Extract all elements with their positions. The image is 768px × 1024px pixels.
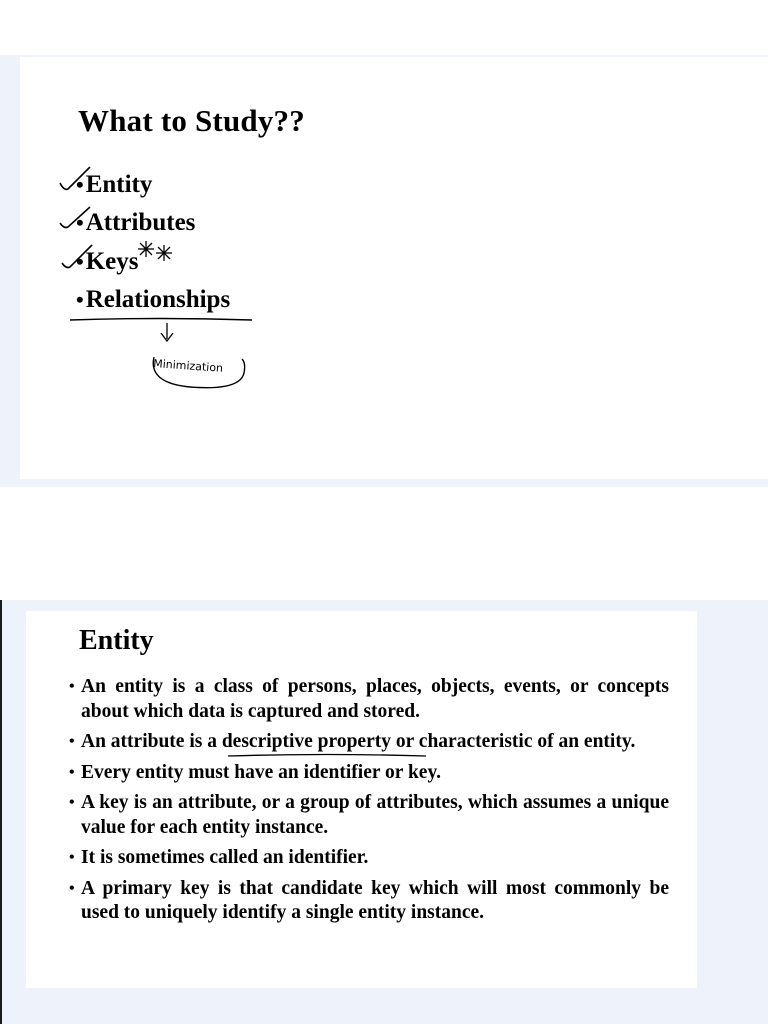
list-item xyxy=(69,791,669,840)
list-item xyxy=(69,675,669,724)
bullet-icon: • xyxy=(76,287,84,312)
list-item-keys xyxy=(76,248,138,276)
bullet-icon: • xyxy=(69,678,75,695)
bullet-icon: • xyxy=(76,210,84,235)
list-item-label: Entity xyxy=(85,171,153,198)
list-item-text: A key is an attribute, or a group of attributes, which assumes a unique value for each entity instance. xyxy=(81,792,669,838)
page-edge-line xyxy=(0,600,2,1024)
list-item-text: An attribute is a descriptive property or characteristic of an entity. xyxy=(81,731,636,752)
list-item-text: An entity is a class of persons, places, objects, events, or concepts about which data is captured and stored. xyxy=(81,676,669,722)
list-item-label: Keys xyxy=(85,248,139,275)
underline-stroke xyxy=(70,319,252,321)
list-item xyxy=(69,877,669,926)
asterisk-icon xyxy=(138,241,154,257)
bullet-icon: • xyxy=(76,172,84,197)
bullet-icon: • xyxy=(69,763,75,781)
list-item-text: A primary key is that candidate key which will most commonly be used to uniquely identify a single entity instance. xyxy=(81,877,669,923)
handwritten-note: Minimization xyxy=(152,357,224,375)
note-circle xyxy=(153,357,244,388)
slide-what-to-study xyxy=(20,57,768,479)
list-item-attributes xyxy=(76,209,195,237)
list-item-entity xyxy=(76,171,152,199)
list-item-relationships xyxy=(76,286,230,314)
bullet-icon: • xyxy=(69,849,75,866)
list-item-label: Relationships xyxy=(85,286,231,313)
bullet-icon: • xyxy=(69,879,75,897)
asterisk-icon xyxy=(156,245,172,261)
slide-title: What to Study?? xyxy=(78,103,305,138)
slide-entity xyxy=(26,611,697,988)
bullet-list xyxy=(69,675,669,932)
list-item-text: Every entity must have an identifier or key. xyxy=(81,761,442,783)
bullet-icon: • xyxy=(69,794,75,811)
list-item xyxy=(69,730,669,755)
list-item xyxy=(69,846,669,871)
list-item xyxy=(69,761,669,786)
bullet-icon: • xyxy=(76,249,84,274)
list-item-text: It is sometimes called an identifier. xyxy=(81,847,369,868)
slide-title: Entity xyxy=(79,625,154,656)
bullet-icon: • xyxy=(69,733,75,750)
arrow-down-icon xyxy=(161,323,173,341)
list-item-label: Attributes xyxy=(85,209,196,236)
